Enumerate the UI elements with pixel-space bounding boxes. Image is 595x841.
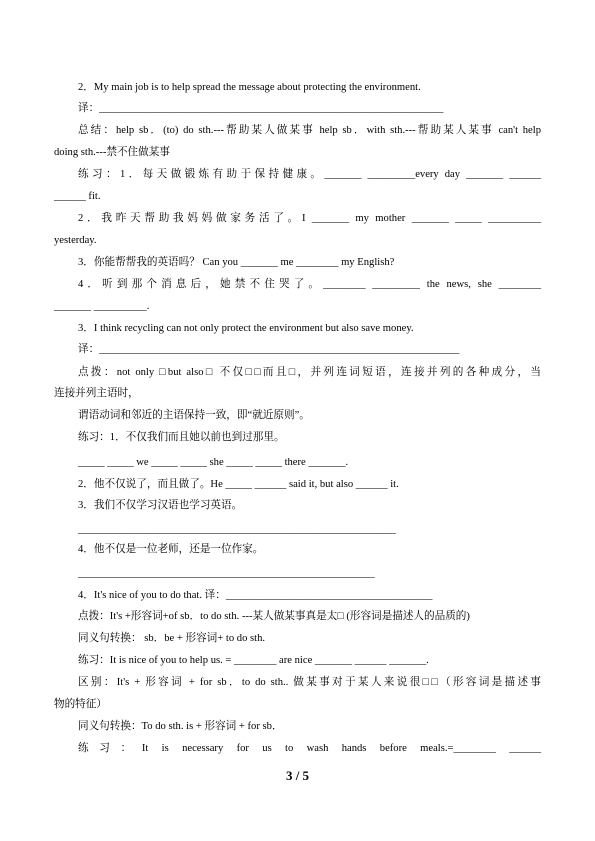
synonym-conversion-2: 同义句转换：To do sth. is + 形容词 + for sb． bbox=[78, 721, 283, 732]
exercise-1-line-2: ______ fit. bbox=[54, 191, 101, 202]
difference-line-2: 物的特征） bbox=[54, 699, 107, 710]
exercise-c-2: 练习：It is necessary for us to wash hands before meals.=________ ______ bbox=[78, 743, 541, 754]
tip-line-1: 点拨：not only □but also□ 不仅□□而且□，并列连词短语，连接并列的各种成分，当 bbox=[78, 367, 541, 378]
page-number: 3 / 5 bbox=[285, 768, 310, 783]
exercise-c-1: 练习：It is nice of you to help us. = ________ are nice _______ ______ _______. bbox=[78, 655, 429, 666]
exercise-3: 3．你能帮帮我的英语吗？ Can you _______ me ________ my English? bbox=[78, 257, 395, 268]
translation-blank-2: 译：_________________________________________________________________ bbox=[78, 103, 444, 114]
sentence-4-heading: 4．It's nice of you to do that. 译：_______________________________________ bbox=[78, 590, 433, 601]
exercise-2-line-1: 2．我昨天帮助我妈妈做家务活了。I _______ my mother _______ _____ __________ bbox=[78, 213, 541, 224]
sentence-2-heading: 2．My main job is to help spread the message about protecting the environment. bbox=[78, 82, 421, 93]
exercise-2-line-2: yesterday. bbox=[54, 235, 97, 246]
summary-line-2: doing sth.---禁不住做某事 bbox=[54, 147, 170, 158]
synonym-conversion-1: 同义句转换： sb．be + 形容词+ to do sth. bbox=[78, 633, 266, 644]
exercise-b-1-line-1: 练习：1．不仅我们而且她以前也到过那里。 bbox=[78, 432, 285, 443]
exercise-b-2: 2．他不仅说了，而且做了。He _____ ______ said it, but also ______ it. bbox=[78, 479, 399, 490]
exercise-b-3-answer-blank: ____________________________________________________________ bbox=[78, 524, 396, 535]
exercise-b-1-line-2: _____ _____ we _____ _____ she _____ _____ there _______. bbox=[78, 457, 349, 468]
tip-line-2: 连接并列主语时， bbox=[54, 388, 139, 399]
exercise-4-line-2: _______ __________. bbox=[54, 301, 150, 312]
exercise-b-3: 3．我们不仅学习汉语也学习英语。 bbox=[78, 500, 243, 511]
difference-line-1: 区别：It's + 形容词 + for sb．to do sth.. 做某事对于某人来说很□□（形容词是描述事 bbox=[78, 677, 541, 688]
exercise-b-4-answer-blank: ________________________________________________________ bbox=[78, 568, 375, 579]
translation-blank-3: 译：____________________________________________________________________ bbox=[78, 344, 460, 355]
sentence-3-heading: 3．I think recycling can not only protect the environment but also save money. bbox=[78, 323, 414, 334]
summary-line-1: 总结：help sb．(to) do sth.---帮助某人做某事 help sb．with sth.---帮助某人某事 can't help bbox=[78, 125, 541, 136]
exercise-b-4: 4．他不仅是一位老师，还是一位作家。 bbox=[78, 544, 264, 555]
tip-line-3: 谓语动词和邻近的主语保持一致，即“就近原则”。 bbox=[78, 410, 310, 421]
exercise-4-line-1: 4．听到那个消息后，她禁不住哭了。________ _________ the news, she ________ bbox=[78, 279, 541, 290]
tip-4-line-1: 点拨：It's +形容词+of sb．to do sth. ---某人做某事真是太□ (形容词是描述人的品质的) bbox=[78, 611, 470, 622]
exercise-1-line-1: 练习：1．每天做锻炼有助于保持健康。_______ _________every day _______ ______ bbox=[78, 169, 541, 180]
